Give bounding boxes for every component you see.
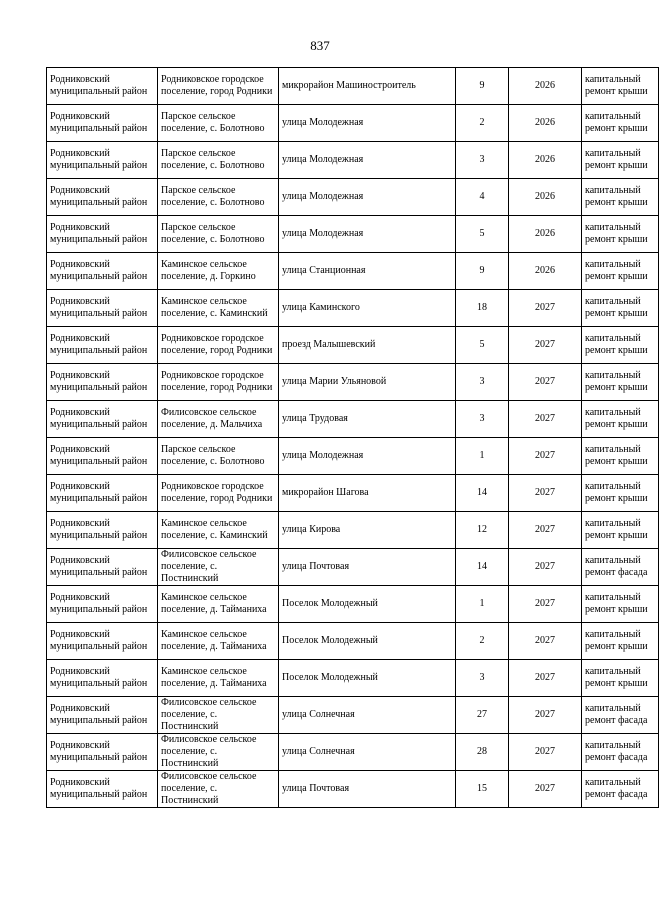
year-cell: 2026 bbox=[509, 179, 582, 216]
district-cell: Родниковский муниципальный район bbox=[47, 475, 158, 512]
district-cell: Родниковский муниципальный район bbox=[47, 697, 158, 734]
district-cell: Родниковский муниципальный район bbox=[47, 623, 158, 660]
house-number-cell: 28 bbox=[456, 734, 509, 771]
street-cell: улица Марии Ульяновой bbox=[279, 364, 456, 401]
table-row bbox=[47, 142, 659, 179]
table-row bbox=[47, 179, 659, 216]
district-cell: Родниковский муниципальный район bbox=[47, 327, 158, 364]
table-row bbox=[47, 623, 659, 660]
settlement-cell: Родниковское городское поселение, город Родники bbox=[158, 475, 279, 512]
settlement-cell: Каминское сельское поселение, д. Тайманиха bbox=[158, 660, 279, 697]
street-cell: улица Станционная bbox=[279, 253, 456, 290]
page-number: 837 bbox=[310, 38, 330, 53]
district-cell: Родниковский муниципальный район bbox=[47, 290, 158, 327]
work-type-cell: капитальный ремонт фасада bbox=[582, 697, 659, 734]
settlement-cell: Парское сельское поселение, с. Болотново bbox=[158, 105, 279, 142]
year-cell: 2027 bbox=[509, 734, 582, 771]
settlement-cell: Филисовское сельское поселение, с. Постнинский bbox=[158, 734, 279, 771]
work-type-cell: капитальный ремонт крыши bbox=[582, 253, 659, 290]
table-row bbox=[47, 549, 659, 586]
table-row bbox=[47, 771, 659, 808]
house-number-cell: 3 bbox=[456, 364, 509, 401]
year-cell: 2027 bbox=[509, 364, 582, 401]
street-cell: улица Трудовая bbox=[279, 401, 456, 438]
street-cell: Поселок Молодежный bbox=[279, 660, 456, 697]
street-cell: улица Молодежная bbox=[279, 438, 456, 475]
table-row bbox=[47, 512, 659, 549]
district-cell: Родниковский муниципальный район bbox=[47, 586, 158, 623]
house-number-cell: 14 bbox=[456, 475, 509, 512]
street-cell: улица Почтовая bbox=[279, 549, 456, 586]
table-row bbox=[47, 253, 659, 290]
street-cell: улица Каминского bbox=[279, 290, 456, 327]
settlement-cell: Филисовское сельское поселение, д. Мальчиха bbox=[158, 401, 279, 438]
table-row bbox=[47, 290, 659, 327]
house-number-cell: 5 bbox=[456, 327, 509, 364]
table-row bbox=[47, 475, 659, 512]
house-number-cell: 15 bbox=[456, 771, 509, 808]
district-cell: Родниковский муниципальный район bbox=[47, 253, 158, 290]
street-cell: улица Молодежная bbox=[279, 142, 456, 179]
street-cell: улица Кирова bbox=[279, 512, 456, 549]
street-cell: Поселок Молодежный bbox=[279, 623, 456, 660]
table-row bbox=[47, 216, 659, 253]
district-cell: Родниковский муниципальный район bbox=[47, 660, 158, 697]
year-cell: 2026 bbox=[509, 68, 582, 105]
work-type-cell: капитальный ремонт крыши bbox=[582, 438, 659, 475]
year-cell: 2027 bbox=[509, 771, 582, 808]
year-cell: 2027 bbox=[509, 660, 582, 697]
table-row bbox=[47, 68, 659, 105]
settlement-cell: Каминское сельское поселение, д. Тайманиха bbox=[158, 586, 279, 623]
work-type-cell: капитальный ремонт крыши bbox=[582, 623, 659, 660]
house-number-cell: 9 bbox=[456, 253, 509, 290]
district-cell: Родниковский муниципальный район bbox=[47, 179, 158, 216]
year-cell: 2027 bbox=[509, 512, 582, 549]
street-cell: улица Молодежная bbox=[279, 105, 456, 142]
work-type-cell: капитальный ремонт крыши bbox=[582, 142, 659, 179]
house-number-cell: 27 bbox=[456, 697, 509, 734]
house-number-cell: 3 bbox=[456, 660, 509, 697]
settlement-cell: Каминское сельское поселение, д. Тайманиха bbox=[158, 623, 279, 660]
table-row bbox=[47, 697, 659, 734]
settlement-cell: Каминское сельское поселение, с. Каминский bbox=[158, 290, 279, 327]
year-cell: 2027 bbox=[509, 549, 582, 586]
settlement-cell: Родниковское городское поселение, город Родники bbox=[158, 68, 279, 105]
work-type-cell: капитальный ремонт крыши bbox=[582, 327, 659, 364]
district-cell: Родниковский муниципальный район bbox=[47, 512, 158, 549]
table-row bbox=[47, 586, 659, 623]
settlement-cell: Парское сельское поселение, с. Болотново bbox=[158, 179, 279, 216]
house-number-cell: 12 bbox=[456, 512, 509, 549]
work-type-cell: капитальный ремонт крыши bbox=[582, 364, 659, 401]
district-cell: Родниковский муниципальный район bbox=[47, 68, 158, 105]
year-cell: 2027 bbox=[509, 586, 582, 623]
house-number-cell: 14 bbox=[456, 549, 509, 586]
year-cell: 2027 bbox=[509, 290, 582, 327]
table-row bbox=[47, 660, 659, 697]
district-cell: Родниковский муниципальный район bbox=[47, 401, 158, 438]
repair-schedule-table bbox=[46, 67, 659, 808]
settlement-cell: Каминское сельское поселение, с. Каминский bbox=[158, 512, 279, 549]
house-number-cell: 1 bbox=[456, 438, 509, 475]
house-number-cell: 4 bbox=[456, 179, 509, 216]
work-type-cell: капитальный ремонт крыши bbox=[582, 290, 659, 327]
table-body bbox=[47, 68, 659, 808]
street-cell: микрорайон Машиностроитель bbox=[279, 68, 456, 105]
district-cell: Родниковский муниципальный район bbox=[47, 216, 158, 253]
house-number-cell: 2 bbox=[456, 623, 509, 660]
table-row bbox=[47, 734, 659, 771]
settlement-cell: Парское сельское поселение, с. Болотново bbox=[158, 142, 279, 179]
street-cell: проезд Малышевский bbox=[279, 327, 456, 364]
table-row bbox=[47, 327, 659, 364]
work-type-cell: капитальный ремонт крыши bbox=[582, 512, 659, 549]
table-row bbox=[47, 438, 659, 475]
work-type-cell: капитальный ремонт крыши bbox=[582, 68, 659, 105]
settlement-cell: Филисовское сельское поселение, с. Постнинский bbox=[158, 697, 279, 734]
house-number-cell: 9 bbox=[456, 68, 509, 105]
house-number-cell: 5 bbox=[456, 216, 509, 253]
settlement-cell: Родниковское городское поселение, город Родники bbox=[158, 364, 279, 401]
settlement-cell: Парское сельское поселение, с. Болотново bbox=[158, 216, 279, 253]
settlement-cell: Парское сельское поселение, с. Болотново bbox=[158, 438, 279, 475]
table-row bbox=[47, 401, 659, 438]
street-cell: улица Молодежная bbox=[279, 216, 456, 253]
street-cell: улица Почтовая bbox=[279, 771, 456, 808]
settlement-cell: Родниковское городское поселение, город Родники bbox=[158, 327, 279, 364]
work-type-cell: капитальный ремонт крыши bbox=[582, 586, 659, 623]
work-type-cell: капитальный ремонт крыши bbox=[582, 105, 659, 142]
district-cell: Родниковский муниципальный район bbox=[47, 438, 158, 475]
year-cell: 2027 bbox=[509, 697, 582, 734]
settlement-cell: Филисовское сельское поселение, с. Постнинский bbox=[158, 771, 279, 808]
work-type-cell: капитальный ремонт крыши bbox=[582, 179, 659, 216]
work-type-cell: капитальный ремонт крыши bbox=[582, 216, 659, 253]
district-cell: Родниковский муниципальный район bbox=[47, 142, 158, 179]
street-cell: Поселок Молодежный bbox=[279, 586, 456, 623]
year-cell: 2026 bbox=[509, 253, 582, 290]
work-type-cell: капитальный ремонт крыши bbox=[582, 401, 659, 438]
table-row bbox=[47, 105, 659, 142]
work-type-cell: капитальный ремонт фасада bbox=[582, 549, 659, 586]
year-cell: 2027 bbox=[509, 327, 582, 364]
district-cell: Родниковский муниципальный район bbox=[47, 105, 158, 142]
work-type-cell: капитальный ремонт фасада bbox=[582, 734, 659, 771]
work-type-cell: капитальный ремонт крыши bbox=[582, 660, 659, 697]
year-cell: 2027 bbox=[509, 623, 582, 660]
district-cell: Родниковский муниципальный район bbox=[47, 549, 158, 586]
street-cell: улица Молодежная bbox=[279, 179, 456, 216]
house-number-cell: 3 bbox=[456, 142, 509, 179]
work-type-cell: капитальный ремонт фасада bbox=[582, 771, 659, 808]
year-cell: 2026 bbox=[509, 142, 582, 179]
work-type-cell: капитальный ремонт крыши bbox=[582, 475, 659, 512]
house-number-cell: 2 bbox=[456, 105, 509, 142]
table-row bbox=[47, 364, 659, 401]
house-number-cell: 3 bbox=[456, 401, 509, 438]
street-cell: улица Солнечная bbox=[279, 697, 456, 734]
district-cell: Родниковский муниципальный район bbox=[47, 364, 158, 401]
year-cell: 2027 bbox=[509, 438, 582, 475]
house-number-cell: 1 bbox=[456, 586, 509, 623]
settlement-cell: Каминское сельское поселение, д. Горкино bbox=[158, 253, 279, 290]
year-cell: 2026 bbox=[509, 105, 582, 142]
settlement-cell: Филисовское сельское поселение, с. Постнинский bbox=[158, 549, 279, 586]
street-cell: улица Солнечная bbox=[279, 734, 456, 771]
house-number-cell: 18 bbox=[456, 290, 509, 327]
street-cell: микрорайон Шагова bbox=[279, 475, 456, 512]
district-cell: Родниковский муниципальный район bbox=[47, 771, 158, 808]
year-cell: 2027 bbox=[509, 401, 582, 438]
district-cell: Родниковский муниципальный район bbox=[47, 734, 158, 771]
year-cell: 2027 bbox=[509, 475, 582, 512]
year-cell: 2026 bbox=[509, 216, 582, 253]
